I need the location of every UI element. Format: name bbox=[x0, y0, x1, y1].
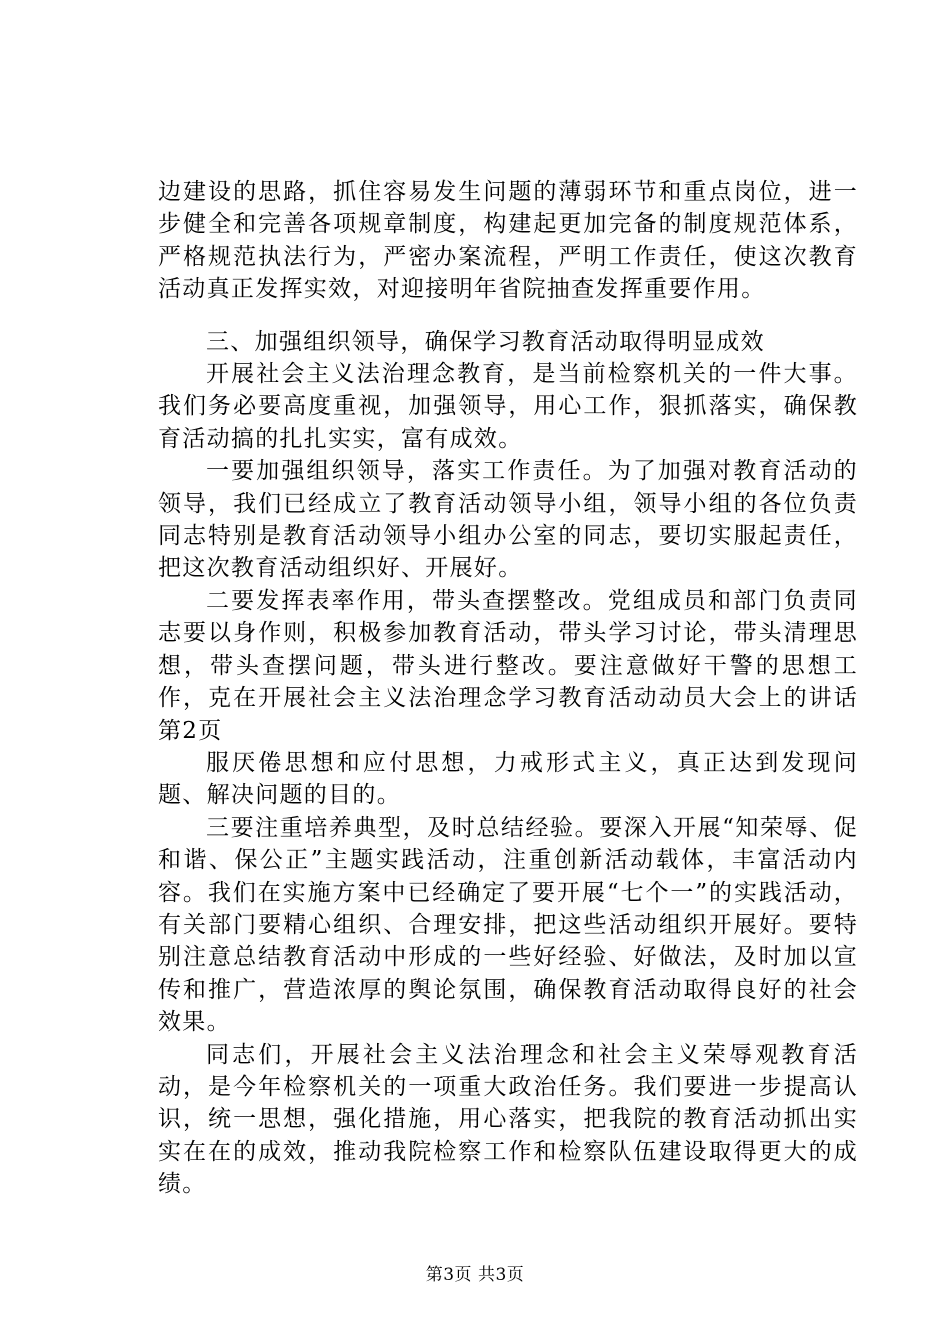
document-body bbox=[158, 176, 858, 1201]
body-paragraph: 一要加强组织领导，落实工作责任。为了加强对教育活动的领导，我们已经成立了教育活动领导小组，领导小组的各位负责同志特别是教育活动领导小组办公室的同志，要切实服起责任，把这次教育活动组织好、开展好。 bbox=[158, 458, 858, 582]
page-number-footer: 第3页 共3页 bbox=[425, 1265, 525, 1285]
section-heading: 三、加强组织领导，确保学习教育活动取得明显成效 bbox=[206, 328, 765, 355]
body-paragraph: 服厌倦思想和应付思想，力戒形式主义，真正达到发现问题、解决问题的目的。 bbox=[158, 749, 858, 809]
body-paragraph: 边建设的思路，抓住容易发生问题的薄弱环节和重点岗位，进一步健全和完善各项规章制度，构建起更加完备的制度规范体系，严格规范执法行为，严密办案流程，严明工作责任，使这次教育活动真正发挥实效，对迎接明年省院抽查发挥重要作用。 bbox=[158, 179, 858, 303]
body-paragraph: 二要发挥表率作用，带头查摆整改。党组成员和部门负责同志要以身作则，积极参加教育活动，带头学习讨论，带头清理思想，带头查摆问题，带头进行整改。要注意做好干警的思想工作，克在开展社会主义法治理念学习教育活动动员大会上的讲话第2页 bbox=[158, 587, 858, 744]
body-paragraph: 开展社会主义法治理念教育，是当前检察机关的一件大事。我们务必要高度重视，加强领导，用心工作，狠抓落实，确保教育活动搞的扎扎实实，富有成效。 bbox=[158, 361, 858, 452]
body-paragraph: 三要注重培养典型，及时总结经验。要深入开展“知荣辱、促和谐、保公正”主题实践活动，注重创新活动载体，丰富活动内容。我们在实施方案中已经确定了要开展“七个一”的实践活动，有关部门要精心组织、合理安排，把这些活动组织开展好。要特别注意总结教育活动中形成的一些好经验、好做法，及时加以宣传和推广，营造浓厚的舆论氛围，确保教育活动取得良好的社会效果。 bbox=[158, 814, 858, 1036]
body-paragraph: 同志们，开展社会主义法治理念和社会主义荣辱观教育活动，是今年检察机关的一项重大政治任务。我们要进一步提高认识，统一思想，强化措施，用心落实，把我院的教育活动抓出实实在在的成效，推动我院检察工作和检察队伍建设取得更大的成绩。 bbox=[158, 1041, 858, 1198]
